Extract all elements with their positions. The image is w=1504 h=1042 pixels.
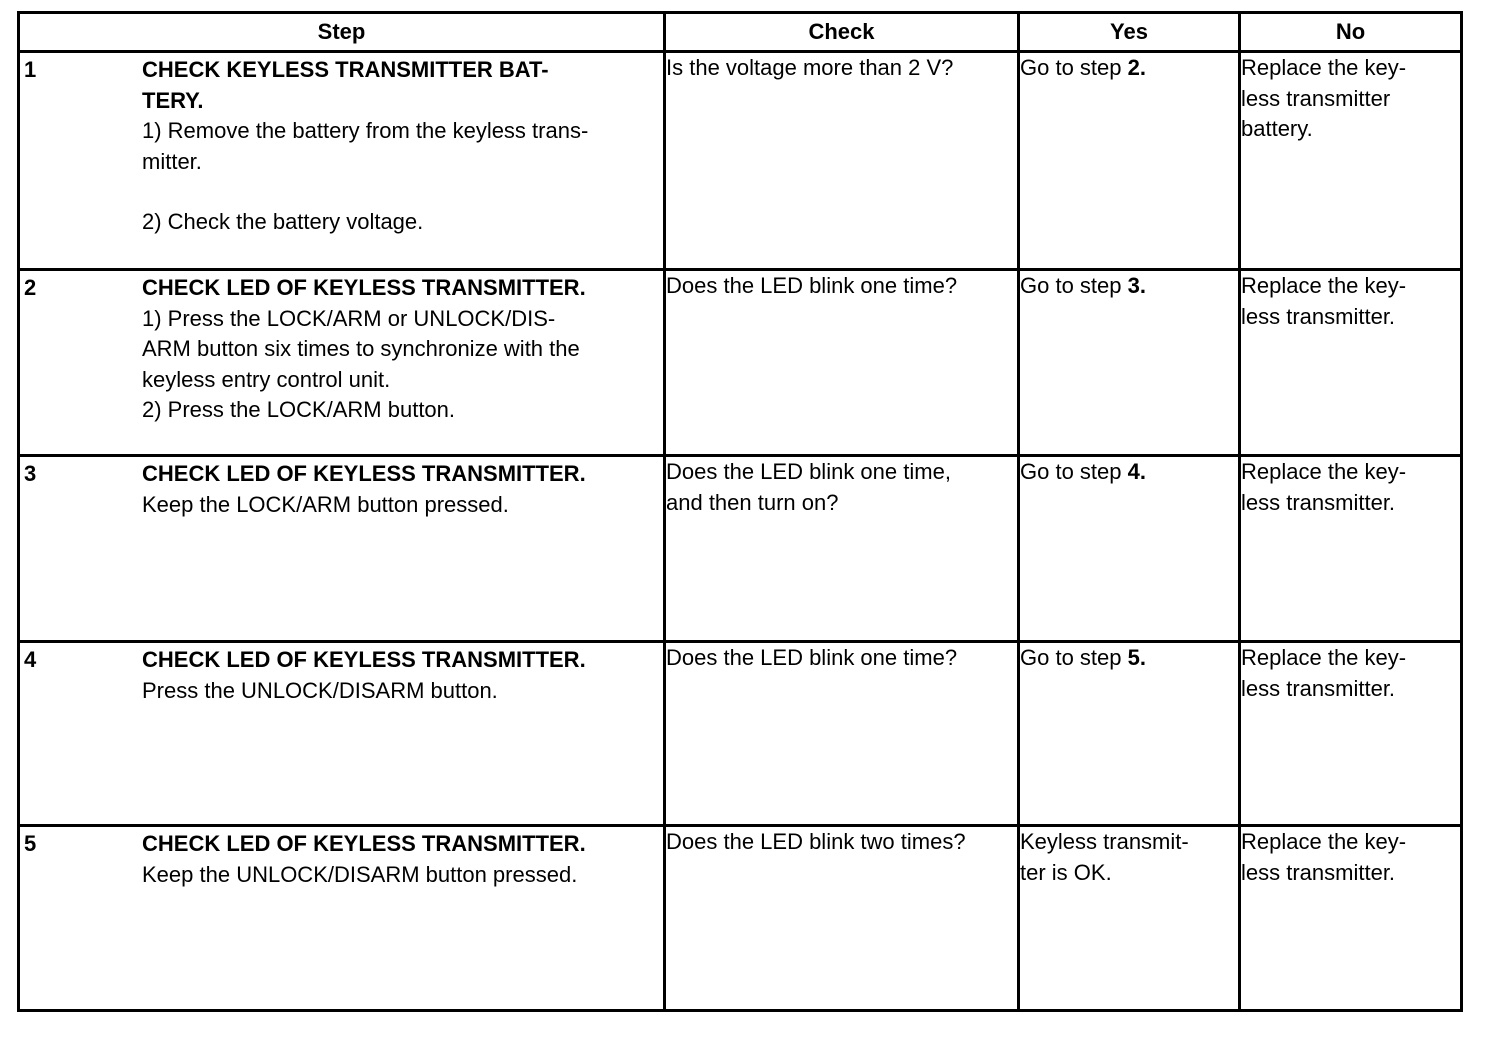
no-text-cont: less transmitter. [1241,303,1396,329]
step-body: Keep the LOCK/ARM button pressed. [142,491,509,517]
step-substep: 1) Remove the battery from the keyless trans- [142,118,589,143]
step-body: Keep the UNLOCK/DISARM button pressed. [142,861,578,887]
step-body: Press the UNLOCK/DISARM button. [142,677,498,703]
step-number: 3 [24,461,37,486]
header-step: Step [19,13,665,52]
check-cell: Does the LED blink one time? [665,270,1019,456]
check-cell: Does the LED blink one time? [665,642,1019,826]
yes-cell [1019,52,1240,270]
yes-text: Go to step [1020,645,1128,670]
check-text: Does the LED blink one time, [666,459,951,484]
step-cell [19,826,665,1011]
step-title: CHECK LED OF KEYLESS TRANSMITTER. [142,275,586,300]
yes-text: Go to step [1020,273,1128,298]
step-cell [19,642,665,826]
check-cell [665,456,1019,642]
yes-cell [1019,826,1240,1011]
no-cell [1240,826,1462,1011]
yes-step-ref: 4. [1127,459,1146,484]
step-title: CHECK LED OF KEYLESS TRANSMITTER. [142,647,586,672]
no-text: Replace the key- [1241,829,1407,854]
no-text-cont: less transmitter. [1241,859,1396,885]
no-cell [1240,642,1462,826]
step-title: CHECK LED OF KEYLESS TRANSMITTER. [142,461,586,486]
no-text: Replace the key- [1241,459,1407,484]
no-text-cont: less transmitter [1241,85,1391,111]
yes-cell [1019,456,1240,642]
header-check: Check [665,13,1019,52]
step-number: 1 [24,57,37,82]
table-row [19,826,1462,1011]
yes-text: Go to step [1020,459,1128,484]
no-cell [1240,270,1462,456]
step-substep-cont: mitter. [142,148,202,174]
no-cell [1240,52,1462,270]
yes-text: Go to step [1020,55,1128,80]
step-number: 4 [24,647,37,672]
step-title: CHECK KEYLESS TRANSMITTER BAT- [142,57,549,82]
step-number: 2 [24,275,37,300]
step-cell [19,456,665,642]
diagnostic-table [17,11,1463,1012]
no-text: Replace the key- [1241,55,1407,80]
no-text: Replace the key- [1241,645,1407,670]
yes-step-ref: 3. [1127,273,1146,298]
header-row [19,13,1462,52]
no-text-cont: less transmitter. [1241,675,1396,701]
step-substep-cont: ARM button six times to synchronize with the [142,336,580,361]
table-row [19,642,1462,826]
table-row [19,270,1462,456]
header-no: No [1240,13,1462,52]
step-substep: 1) Press the LOCK/ARM or UNLOCK/DIS- [142,305,556,331]
yes-cell [1019,270,1240,456]
check-cell: Is the voltage more than 2 V? [665,52,1019,270]
yes-step-ref: 5. [1127,645,1146,670]
step-number: 5 [24,831,37,856]
yes-step-ref: 2. [1127,55,1146,80]
yes-text: Keyless transmit- [1020,829,1189,854]
table-row [19,456,1462,642]
no-text: Replace the key- [1241,273,1407,298]
no-cell [1240,456,1462,642]
step-title: CHECK LED OF KEYLESS TRANSMITTER. [142,831,586,856]
step-substep: 2) Press the LOCK/ARM button. [142,397,456,422]
check-text-cont: and then turn on? [666,489,839,515]
yes-text-cont: ter is OK. [1020,859,1112,885]
check-cell: Does the LED blink two times? [665,826,1019,1011]
header-yes: Yes [1019,13,1240,52]
step-cell [19,270,665,456]
yes-cell [1019,642,1240,826]
step-substep: 2) Check the battery voltage. [142,209,424,234]
step-title-cont: TERY. [142,87,204,113]
step-cell [19,52,665,270]
no-text-cont: battery. [1241,116,1313,141]
step-substep-cont: keyless entry control unit. [142,366,391,392]
no-text-cont: less transmitter. [1241,489,1396,515]
table-row [19,52,1462,270]
